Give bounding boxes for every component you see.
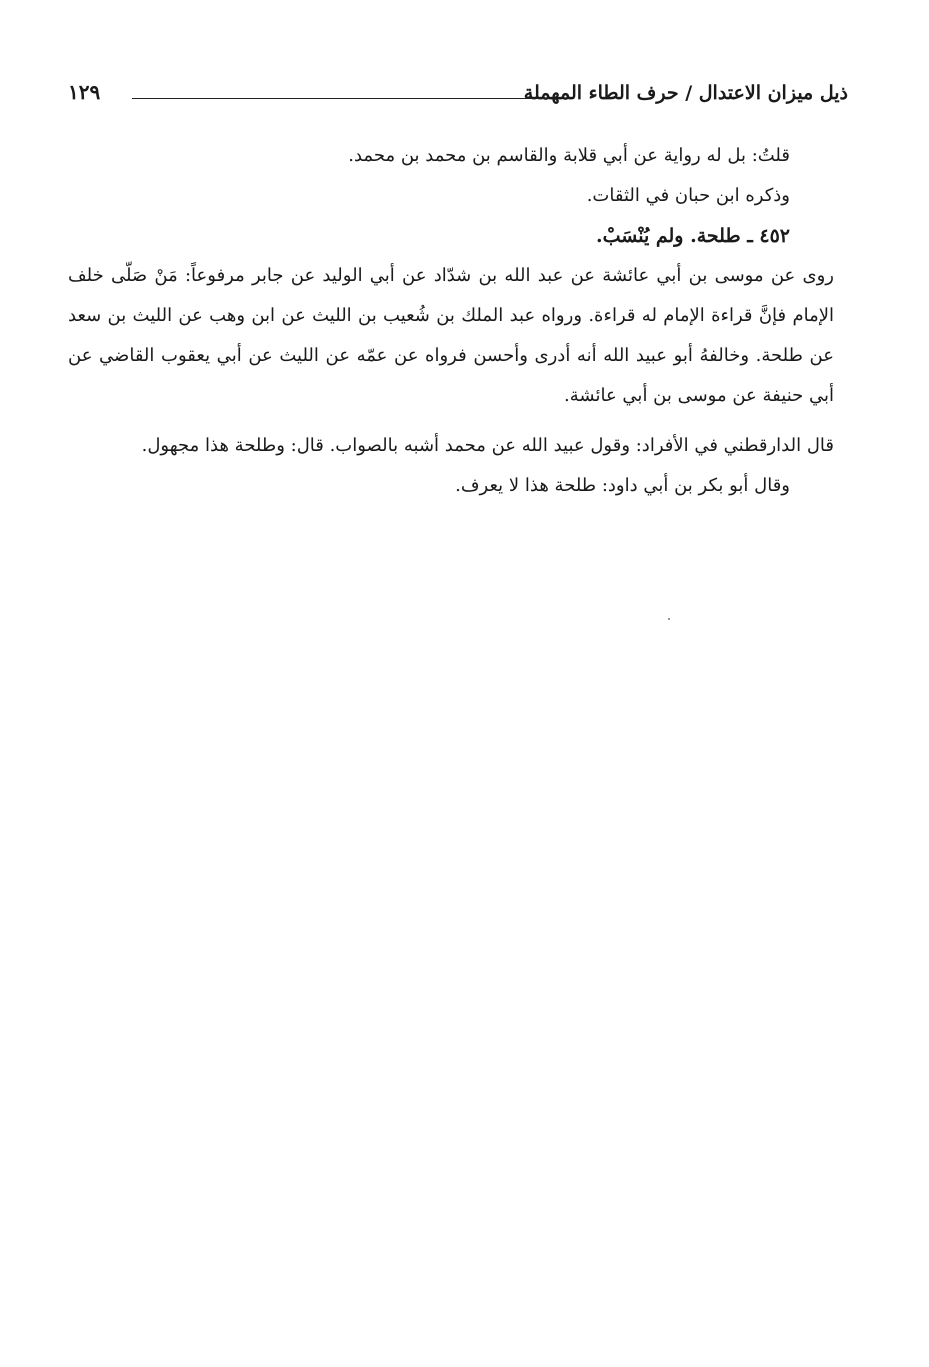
scan-speck xyxy=(668,618,670,620)
paragraph-gap xyxy=(68,416,790,426)
running-header xyxy=(68,80,848,116)
header-title: ذيل ميزان الاعتدال / حرف الطاء المهملة xyxy=(523,82,848,104)
paragraph-abu-bakr: وقال أبو بكر بن أبي داود: طلحة هذا لا يعرف. xyxy=(455,475,790,496)
paragraph-narration: روى عن موسى بن أبي عائشة عن عبد الله بن شدّاد عن أبي الوليد عن جابر مرفوعاً: مَنْ صَلّى خلف الإمام فإنَّ قراءة الإمام له قراءة. ورواه عبد الملك بن شُعيب بن الليث عن ابن وهب عن الليث بن سعد عن طلحة. وخالفهُ أبو عبيد الله أنه أدرى وأحسن فرواه عن عمّه عن الليث عن أبي يعقوب القاضي عن أبي حنيفة عن موسى بن أبي عائشة. xyxy=(68,265,834,406)
paragraph-qultu: قلتُ: بل له رواية عن أبي قلابة والقاسم بن محمد بن محمد. xyxy=(348,145,790,166)
header-rule xyxy=(132,98,548,99)
paragraph-ibn-hibban: وذكره ابن حبان في الثقات. xyxy=(586,185,790,206)
entry-heading: ٤٥٢ ـ طلحة. ولم يُنْسَبْ. xyxy=(596,225,790,247)
page-number: ١٢٩ xyxy=(68,80,101,104)
page-body xyxy=(68,136,834,506)
paragraph-daraqutni: قال الدارقطني في الأفراد: وقول عبيد الله عن محمد أشبه بالصواب. قال: وطلحة هذا مجهول. xyxy=(141,435,834,456)
